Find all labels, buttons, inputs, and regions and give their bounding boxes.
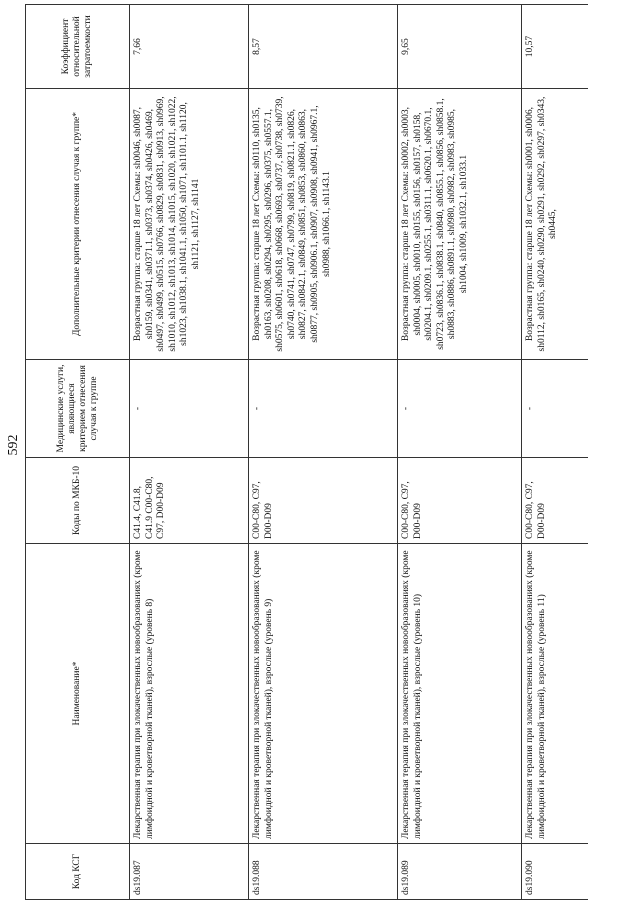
cell-coef: 7,66: [130, 5, 249, 89]
header-services: Медицинские услуги, являющиеся критерием отнесения случая к группе: [26, 360, 130, 458]
cell-coef: 10,57: [522, 5, 589, 89]
cell-mkb: C00-C80, C97, D00-D09: [249, 458, 398, 544]
header-coef: Коэффициент относительной затратоемкости: [26, 5, 130, 89]
cell-code: ds19.087: [130, 844, 249, 900]
cell-services: -: [249, 360, 398, 458]
table-row: [398, 5, 522, 900]
cell-mkb: C41.4, C41.8, C41.9 C00-C80, C97, D00-D09: [130, 458, 249, 544]
cell-name: Лекарственная терапия при злокачественных новообразованиях (кроме лимфоидной и кроветворной тканей), взрослые (уровень 10): [398, 544, 522, 844]
header-criteria: Дополнительные критерии отнесения случая к группе*: [26, 89, 130, 360]
cell-criteria: Возрастная группа: старше 18 лет Схемы: sh0046, sh0087, sh0159, sh0341, sh0371.1, sh0373, sh0374, sh0426, sh0469, sh0497, sh0499, sh0515, sh0766, sh0829, sh0831, sh0913, sh0969, sh1010, sh1012, sh1013, sh1014, sh1015, sh1020, sh1021, sh1022, sh1023, sh1038.1, sh1041.1, sh1050, sh1071, sh1101.1, sh1120, sh1121, sh1127, sh1141: [130, 89, 249, 360]
cell-code: ds19.090: [522, 844, 589, 900]
table-row: [522, 5, 589, 900]
ksg-table: [25, 4, 588, 900]
header-code: Код КСГ: [26, 844, 130, 900]
cell-code: ds19.088: [249, 844, 398, 900]
cell-mkb: C00-C80, C97, D00-D09: [522, 458, 589, 544]
cell-name: Лекарственная терапия при злокачественных новообразованиях (кроме лимфоидной и кроветворной тканей), взрослые (уровень 9): [249, 544, 398, 844]
page-number: 592: [6, 434, 21, 456]
table-header-row: [26, 5, 130, 900]
cell-name: Лекарственная терапия при злокачественных новообразованиях (кроме лимфоидной и кроветворной тканей), взрослые (уровень 11): [522, 544, 589, 844]
cell-criteria: Возрастная группа: старше 18 лет Схемы: sh0002, sh0003, sh0004, sh0005, sh0010, sh0155, sh0156, sh0157, sh0158, sh0204.1, sh0209.1, sh0255.1, sh0311.1, sh0620.1, sh0670.1, sh0723, sh0836.1, sh0838.1, sh0840, sh0855.1, sh0856, sh0858.1, sh0883, sh0886, sh0891.1, sh0980, sh0982, sh0983, sh0985, sh1004, sh1009, sh1032.1, sh1033.1: [398, 89, 522, 360]
header-name: Наименование*: [26, 544, 130, 844]
cell-criteria: Возрастная группа: старше 18 лет Схемы: sh0001, sh0006, sh0112, sh0165, sh0240, sh0290, sh0291, sh0292, sh0297, sh0343, sh0445,: [522, 89, 589, 360]
cell-services: -: [130, 360, 249, 458]
cell-criteria: Возрастная группа: старше 18 лет Схемы: sh0110, sh0135, sh0163, sh0208, sh0294, sh0295, sh0296, sh0375, sh0557.1, sh0575, sh0601, sh0618, sh0668, sh0693, sh0737, sh0738, sh0739, sh0740, sh0741, sh0747, sh0799, sh0819, sh0821.1, sh0826, sh0827, sh0842.1, sh0849, sh0851, sh0853, sh0860, sh0863, sh0877, sh0905, sh0906.1, sh0907, sh0908, sh0941, sh0967.1, sh0988, sh1066.1, sh1143.1: [249, 89, 398, 360]
table-row: [130, 5, 249, 900]
table-row: [249, 5, 398, 900]
cell-code: ds19.089: [398, 844, 522, 900]
cell-services: -: [522, 360, 589, 458]
cell-name: Лекарственная терапия при злокачественных новообразованиях (кроме лимфоидной и кроветворной тканей), взрослые (уровень 8): [130, 544, 249, 844]
header-mkb: Коды по МКБ-10: [26, 458, 130, 544]
cell-coef: 8,57: [249, 5, 398, 89]
cell-mkb: C00-C80, C97, D00-D09: [398, 458, 522, 544]
cell-services: -: [398, 360, 522, 458]
cell-coef: 9,65: [398, 5, 522, 89]
